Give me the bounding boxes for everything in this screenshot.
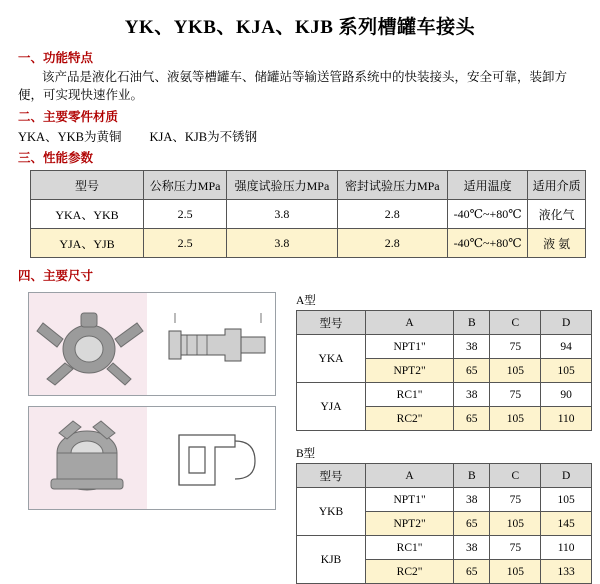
th-seal-pressure: 密封试验压力MPa	[337, 171, 447, 200]
dimension-table-b	[296, 463, 592, 584]
cell-a: NPT2"	[366, 512, 454, 536]
product-photo-type-b	[28, 406, 276, 510]
cell-temp: -40℃~+80℃	[447, 229, 527, 258]
cell-b: 65	[454, 407, 490, 431]
cell-a: RC1"	[366, 536, 454, 560]
illustration-column	[28, 292, 278, 510]
table-row	[297, 383, 592, 407]
th-a: A	[366, 464, 454, 488]
table-row	[31, 200, 586, 229]
table-row	[297, 488, 592, 512]
cell-nominal: 2.5	[144, 229, 227, 258]
th-b: B	[454, 464, 490, 488]
table-row	[31, 229, 586, 258]
cell-model: YKA	[297, 335, 366, 383]
th-c: C	[490, 311, 541, 335]
coupling-illustration-b	[29, 407, 276, 510]
section-heading-sizes: 四、主要尺寸	[18, 269, 94, 284]
cell-a: NPT1"	[366, 488, 454, 512]
table-header-row	[297, 311, 592, 335]
cell-d: 110	[541, 407, 592, 431]
th-medium: 适用介质	[528, 171, 586, 200]
cell-b: 38	[454, 383, 490, 407]
coupling-illustration-a	[29, 293, 276, 396]
cell-nominal: 2.5	[144, 200, 227, 229]
cell-d: 110	[541, 536, 592, 560]
section-heading-material: 二、主要零件材质	[18, 110, 119, 125]
cell-d: 105	[541, 359, 592, 383]
th-model: 型号	[297, 311, 366, 335]
cell-model: YKA、YKB	[31, 200, 144, 229]
cell-temp: -40℃~+80℃	[447, 200, 527, 229]
cell-b: 65	[454, 560, 490, 584]
cell-b: 38	[454, 488, 490, 512]
cell-c: 105	[490, 359, 541, 383]
cell-c: 75	[490, 536, 541, 560]
cell-d: 94	[541, 335, 592, 359]
performance-table	[30, 170, 586, 258]
cell-c: 105	[490, 512, 541, 536]
cell-d: 90	[541, 383, 592, 407]
th-d: D	[541, 311, 592, 335]
features-paragraph: 该产品是液化石油气、液氨等槽罐车、储罐站等输送管路系统中的快装接头，安全可靠，装卸方便，可实现快速作业。	[18, 70, 568, 103]
cell-c: 75	[490, 488, 541, 512]
section-heading-performance: 三、性能参数	[18, 151, 94, 166]
table-header-row	[297, 464, 592, 488]
table-header-row	[31, 171, 586, 200]
th-model: 型号	[297, 464, 366, 488]
cell-model: YJA、YJB	[31, 229, 144, 258]
cell-d: 145	[541, 512, 592, 536]
product-photo-type-a	[28, 292, 276, 396]
material-left-text: YKA、YKB为黄铜	[18, 130, 122, 145]
cell-model: YJA	[297, 383, 366, 431]
cell-c: 75	[490, 335, 541, 359]
material-line	[18, 127, 590, 145]
dim-table-label-b: B型	[296, 448, 316, 461]
th-nominal-pressure: 公称压力MPa	[144, 171, 227, 200]
cell-a: NPT2"	[366, 359, 454, 383]
dimension-table-a	[296, 310, 592, 431]
cell-a: RC2"	[366, 407, 454, 431]
cell-medium: 液 氨	[528, 229, 586, 258]
cell-model: KJB	[297, 536, 366, 584]
section-heading-features: 一、功能特点	[18, 51, 94, 65]
cell-c: 105	[490, 407, 541, 431]
table-row	[297, 536, 592, 560]
cell-b: 38	[454, 335, 490, 359]
cell-model: YKB	[297, 488, 366, 536]
cell-d: 105	[541, 488, 592, 512]
th-temperature: 适用温度	[447, 171, 527, 200]
th-model: 型号	[31, 171, 144, 200]
cell-seal: 2.8	[337, 200, 447, 229]
cell-b: 38	[454, 536, 490, 560]
cell-a: RC1"	[366, 383, 454, 407]
page-title: YK、YKB、KJA、KJB 系列槽罐车接头	[124, 17, 476, 38]
cell-medium: 液化气	[528, 200, 586, 229]
th-a: A	[366, 311, 454, 335]
cell-b: 65	[454, 512, 490, 536]
th-c: C	[490, 464, 541, 488]
cell-a: RC2"	[366, 560, 454, 584]
cell-seal: 2.8	[337, 229, 447, 258]
cell-strength: 3.8	[227, 200, 337, 229]
table-row	[297, 335, 592, 359]
th-strength-pressure: 强度试验压力MPa	[227, 171, 337, 200]
dim-table-label-a: A型	[296, 295, 316, 308]
th-b: B	[454, 311, 490, 335]
dimension-tables-column	[296, 292, 596, 584]
cell-b: 65	[454, 359, 490, 383]
cell-a: NPT1"	[366, 335, 454, 359]
cell-strength: 3.8	[227, 229, 337, 258]
cell-c: 75	[490, 383, 541, 407]
cell-c: 105	[490, 560, 541, 584]
th-d: D	[541, 464, 592, 488]
material-right-text: KJA、KJB为不锈钢	[149, 130, 258, 145]
cell-d: 133	[541, 560, 592, 584]
